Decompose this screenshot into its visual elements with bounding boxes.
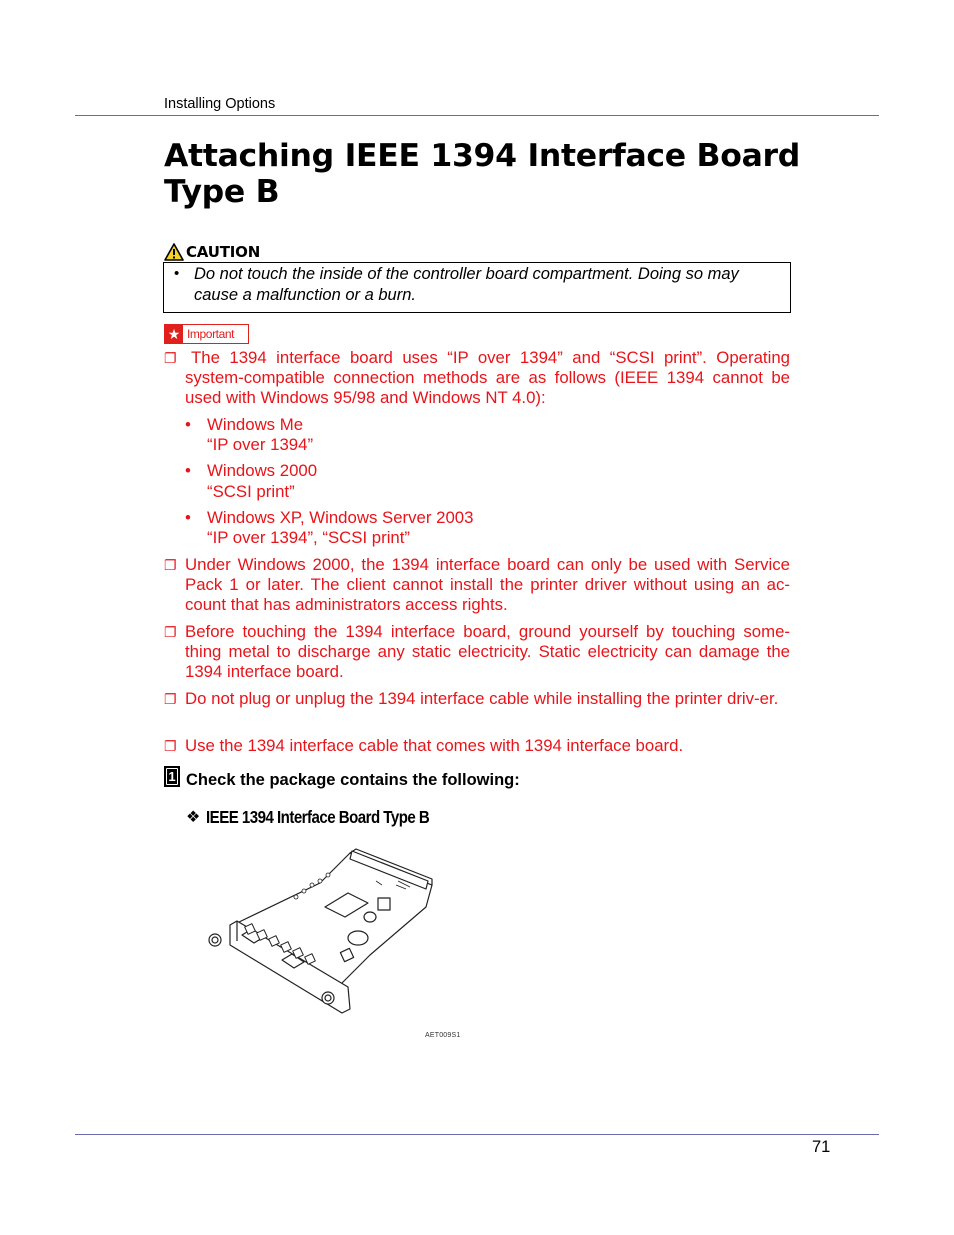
- important-item: Under Windows 2000, the 1394 interface board can only be used with Service Pack 1 or later. The client cannot install the printer driver without using an ac-count that has administrators access rights.: [185, 555, 790, 614]
- interface-board-illustration: [200, 845, 440, 1015]
- star-icon: ★: [165, 325, 183, 343]
- caution-bullet: •: [174, 265, 180, 282]
- diamond-icon: ❖: [186, 809, 201, 826]
- step-number: 1: [166, 768, 178, 785]
- bullet-dot: •: [185, 461, 191, 480]
- caution-word: CAUTION: [186, 243, 261, 261]
- warning-triangle-icon: [164, 243, 184, 261]
- os-name: Windows Me: [207, 415, 304, 434]
- checkbox-marker: ❐: [164, 557, 177, 573]
- bullet-dot: •: [185, 415, 191, 434]
- important-item: The 1394 interface board uses “IP over 1394” and “SCSI print”. Operating system-compatible connection methods are as follows (IEEE 1394 cannot be used with Windows 95/98 and Windows NT 4.0):: [185, 348, 790, 407]
- important-label: Important: [187, 327, 235, 341]
- page-number: 71: [812, 1138, 831, 1156]
- caution-text: Do not touch the inside of the controller board compartment. Doing so may cause a malfunction or a burn.: [194, 265, 739, 304]
- header-rule: [75, 115, 879, 116]
- page-title: Attaching IEEE 1394 Interface Board Type B: [164, 138, 801, 210]
- checkbox-marker: ❐: [164, 624, 177, 640]
- figure-code: AET009S1: [425, 1032, 461, 1039]
- step-text: Check the package contains the following:: [186, 771, 520, 789]
- os-method: “IP over 1394”, “SCSI print”: [207, 528, 411, 547]
- important-item: Use the 1394 interface cable that comes with 1394 interface board.: [185, 736, 684, 755]
- checkbox-marker: ❐: [164, 691, 177, 707]
- footer-rule: [75, 1134, 879, 1135]
- os-method: “IP over 1394”: [207, 435, 314, 454]
- figure-caption: IEEE 1394 Interface Board Type B: [206, 807, 430, 827]
- important-item: Before touching the 1394 interface board, ground yourself by touching some-thing metal to discharge any static electricity. Static electricity can damage the 1394 interface board.: [185, 622, 790, 681]
- os-name: Windows 2000: [207, 461, 318, 480]
- important-item: Do not plug or unplug the 1394 interface cable while installing the printer driv-er.: [185, 689, 779, 708]
- os-method: “SCSI print”: [207, 482, 295, 501]
- checkbox-marker: ❐: [164, 350, 177, 366]
- os-name: Windows XP, Windows Server 2003: [207, 508, 474, 527]
- step-number-badge: [164, 766, 180, 787]
- bullet-dot: •: [185, 508, 191, 527]
- checkbox-marker: ❐: [164, 738, 177, 754]
- running-header: Installing Options: [164, 96, 276, 112]
- important-badge: [164, 324, 249, 344]
- caution-label: [164, 242, 260, 262]
- caution-box: [163, 262, 791, 313]
